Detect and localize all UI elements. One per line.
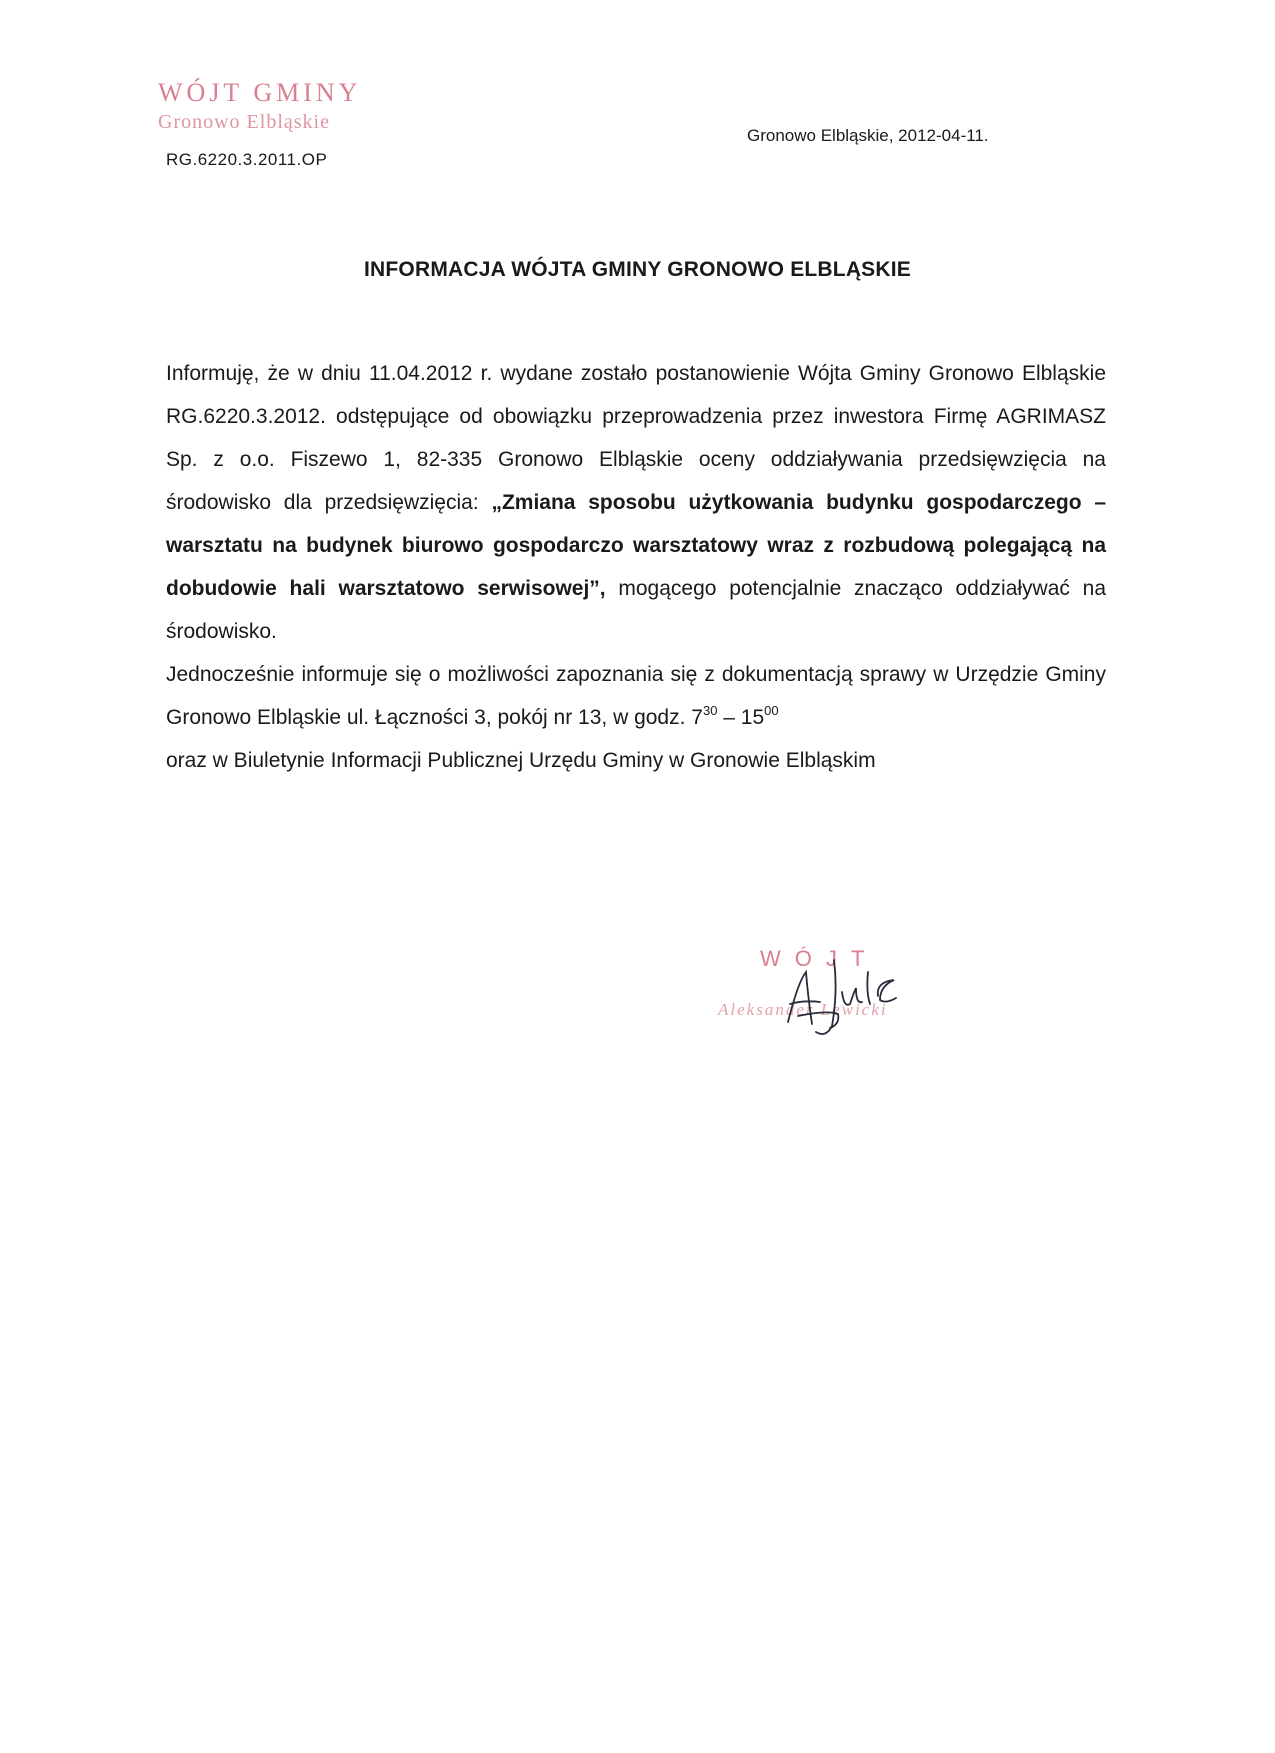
documentation-text: Jednocześnie informuje się o możliwości zapoznania się z dokumentacją sprawy w Urzędzie Gminy Gronowo Elbląskie ul. Łączności 3, pokój nr 13, w godz.	[166, 663, 1106, 729]
hour-open: 7	[691, 706, 703, 729]
signature-office: WÓJT	[760, 946, 879, 971]
paragraph-tail: mogącego potencjalnie znacząco oddziaływać na środowisko.	[166, 577, 1106, 643]
handwritten-signature-icon	[768, 952, 928, 1052]
signature-stamp	[718, 940, 938, 1050]
stamp-place: Gronowo Elbląskie	[158, 111, 330, 133]
date-line: Gronowo Elbląskie, 2012-04-11.	[747, 126, 989, 145]
document-title: INFORMACJA WÓJTA GMINY GRONOWO ELBLĄSKIE	[364, 258, 911, 281]
office-stamp	[158, 80, 361, 132]
paragraph-documentation	[166, 653, 1106, 782]
office-hours	[691, 703, 779, 729]
document-body	[166, 352, 1106, 782]
paragraph-decision	[166, 352, 1106, 653]
signature-name: Aleksander Lewicki	[718, 1000, 888, 1019]
hours-dash: –	[717, 706, 741, 729]
project-name: „Zmiana sposobu użytkowania budynku gospodarczego – warsztatu na budynek biurowo gospodarczo warsztatowy wraz z rozbudową polegającą na dobudowie hali warsztatowo serwisowej”,	[166, 491, 1106, 600]
stamp-title: WÓJT GMINY	[158, 78, 362, 107]
minute-open: 30	[702, 703, 718, 718]
bip-text: oraz w Biuletynie Informacji Publicznej Urzędu Gminy w Gronowie Elbląskim	[166, 749, 876, 772]
minute-close: 00	[764, 703, 779, 718]
paragraph-intro: Informuję, że w dniu 11.04.2012 r. wydane zostało postanowienie Wójta Gminy Gronowo Elbląskie RG.6220.3.2012. odstępujące od obowiązku przeprowadzenia przez inwestora Firmę AGRIMASZ Sp. z o.o. Fiszewo 1, 82-335 Gronowo Elbląskie oceny oddziaływania przedsięwzięcia na środowisko dla przedsięwzięcia:	[166, 362, 1106, 514]
reference-number: RG.6220.3.2011.OP	[166, 150, 328, 169]
hour-close: 15	[740, 706, 765, 729]
